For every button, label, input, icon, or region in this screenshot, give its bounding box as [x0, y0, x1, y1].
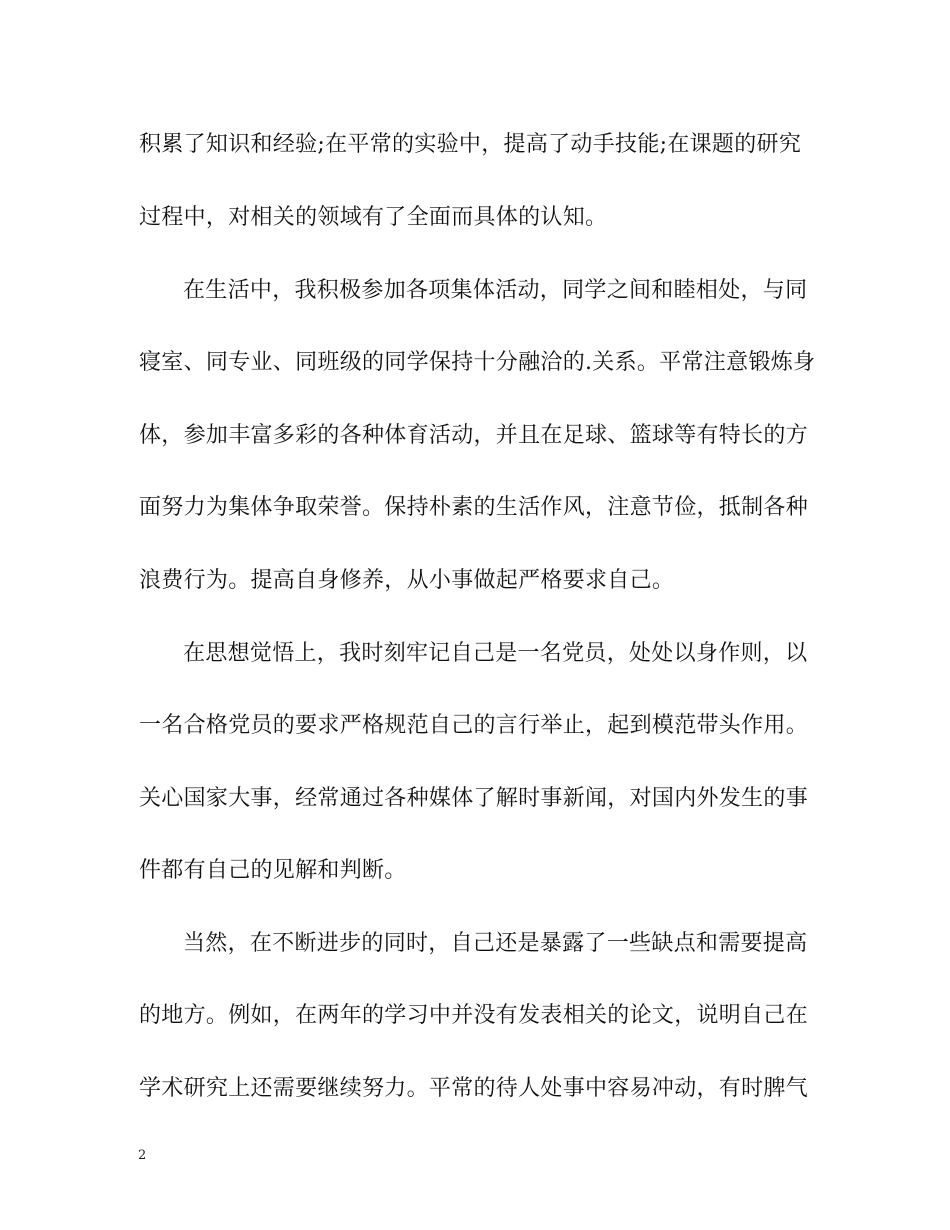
text-line: 的地方。例如，在两年的学习中并没有发表相关的论文，说明自己在	[139, 1003, 809, 1028]
text-line: 浪费行为。提高自身修养，从小事做起严格要求自己。	[139, 568, 675, 593]
text-line: 寝室、同专业、同班级的同学保持十分融洽的.关系。平常注意锻炼身	[139, 350, 816, 375]
paragraph-first-line: 在生活中，我积极参加各项集体活动，同学之间和睦相处，与同	[183, 278, 808, 303]
text-line: 一名合格党员的要求严格规范自己的言行举止，起到模范带头作用。	[139, 713, 809, 738]
paragraph-first-line: 当然，在不断进步的同时，自己还是暴露了一些缺点和需要提高	[183, 931, 808, 956]
text-line: 过程中，对相关的领域有了全面而具体的认知。	[139, 205, 608, 230]
text-line: 学术研究上还需要继续努力。平常的待人处事中容易冲动，有时脾气	[139, 1076, 809, 1101]
paragraph-first-line: 在思想觉悟上，我时刻牢记自己是一名党员，处处以身作则，以	[183, 641, 808, 666]
text-line: 件都有自己的见解和判断。	[139, 858, 407, 883]
text-line: 关心国家大事，经常通过各种媒体了解时事新闻，对国内外发生的事	[139, 786, 809, 811]
text-line: 面努力为集体争取荣誉。保持朴素的生活作风，注意节俭，抵制各种	[139, 495, 809, 520]
text-line: 体，参加丰富多彩的各种体育活动，并且在足球、篮球等有特长的方	[139, 423, 809, 448]
text-line: 积累了知识和经验;在平常的实验中，提高了动手技能;在课题的研究	[139, 132, 802, 157]
page-number: 2	[138, 1148, 147, 1163]
